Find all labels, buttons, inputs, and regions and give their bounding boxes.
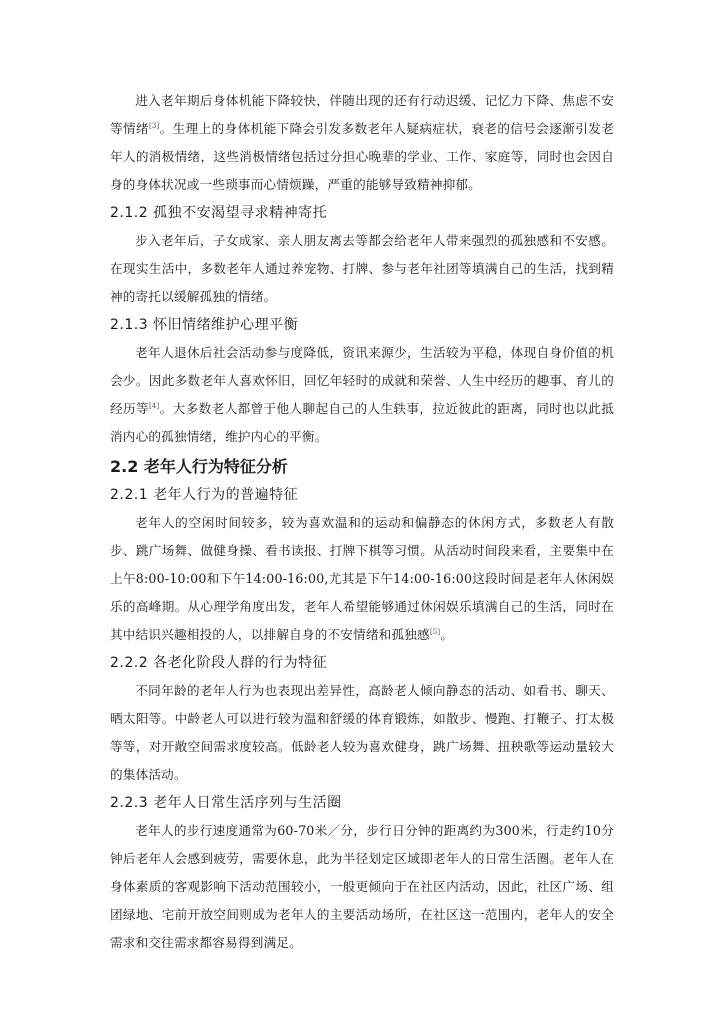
section-heading: 2.2 老年人行为特征分析 — [110, 457, 288, 476]
body-paragraph — [110, 817, 614, 957]
paragraph-text: 步入老年后，子女成家、亲人朋友离去等都会给老年人带来强烈的孤独感和不安感。在现实生活中，多数老年人通过养宠物、打牌、参与老年社团等填满自己的生活，找到精神的寄托以缓解孤独的情绪。 — [110, 233, 614, 304]
citation-ref: [4] — [148, 402, 160, 410]
paragraph-text: 老年人的步行速度通常为60-70米／分，步行日分钟的距离约为300米，行走约10分钟后老年人会感到疲劳，需要休息，此为半径划定区域即老年人的日常生活圈。老年人在身体素质的客观影响下活动范围较小，一般更倾向于在社区内活动，因此，社区广场、组团绿地、宅前开放空间则成为老年人的主要活动场所，在社区这一范围内，老年人的安全需求和交往需求都容易得到满足。 — [110, 823, 614, 950]
subsection-heading: 2.2.3 老年人日常生活序列与生活圈 — [110, 795, 342, 811]
paragraph-text: 不同年龄的老年人行为也表现出差异性，高龄老人倾向静态的活动、如看书、聊天、晒太阳等。中龄老人可以进行较为温和舒缓的体育锻炼，如散步、慢跑、打鞭子、打太极等等，对开敞空间需求度较高。低龄老人较为喜欢健身，跳广场舞、扭秧歌等运动量较大的集体活动。 — [110, 683, 614, 782]
subsection-heading: 2.1.3 怀旧情绪维护心理平衡 — [110, 317, 299, 333]
subsection-heading: 2.2.1 老年人行为的普遍特征 — [110, 487, 299, 503]
subsection-heading: 2.1.2 孤独不安渴望寻求精神寄托 — [110, 205, 328, 221]
paragraph-text: 老年人退休后社会活动参与度降低，资讯来源少，生活较为平稳，体现自身价值的机会少。因此多数老年人喜欢怀旧，回忆年轻时的成就和荣誉、人生中经历的趣事、育儿的经历等 — [110, 345, 614, 416]
body-paragraph — [110, 87, 614, 199]
paragraph-text: 。 — [440, 627, 454, 642]
paragraph-text: 。大多数老人都曾于他人聊起自己的人生轶事，拉近彼此的距离，同时也以此抵消内心的孤独情绪，维护内心的平衡。 — [110, 401, 615, 444]
body-paragraph — [110, 339, 614, 451]
paragraph-text: 进入老年期后身体机能下降较快，伴随出现的还有行动迟缓、记忆力下降、焦虑不安等情绪 — [110, 93, 614, 136]
body-paragraph — [110, 509, 614, 649]
body-paragraph — [110, 227, 614, 311]
paragraph-text: 老年人的空闲时间较多，较为喜欢温和的运动和偏静态的休闲方式，多数老人有散步、跳广场舞、做健身操、看书读报、打牌下棋等习惯。从活动时间段来看，主要集中在上午8:00-10:00和下午14:00-16:00,尤其是下午14:00-16:00这段时间是老年人休闲娱乐的高峰期。从心理学角度出发，老年人希望能够通过休闲娱乐填满自己的生活，同时在其中结识兴趣相投的人，以排解自身的不安情绪和孤独感 — [110, 515, 614, 642]
paragraph-text: 。生理上的身体机能下降会引发多数老年人疑病症状，衰老的信号会逐渐引发老年人的消极情绪，这些消极情绪包括过分担心晚辈的学业、工作、家庭等，同时也会因自身的身体状况或一些琐事而心情烦躁，严重的能够导致精神抑郁。 — [110, 121, 615, 192]
citation-ref: [5] — [429, 628, 441, 636]
body-paragraph — [110, 677, 614, 789]
citation-ref: [3] — [148, 122, 160, 130]
subsection-heading: 2.2.2 各老化阶段人群的行为特征 — [110, 655, 328, 671]
